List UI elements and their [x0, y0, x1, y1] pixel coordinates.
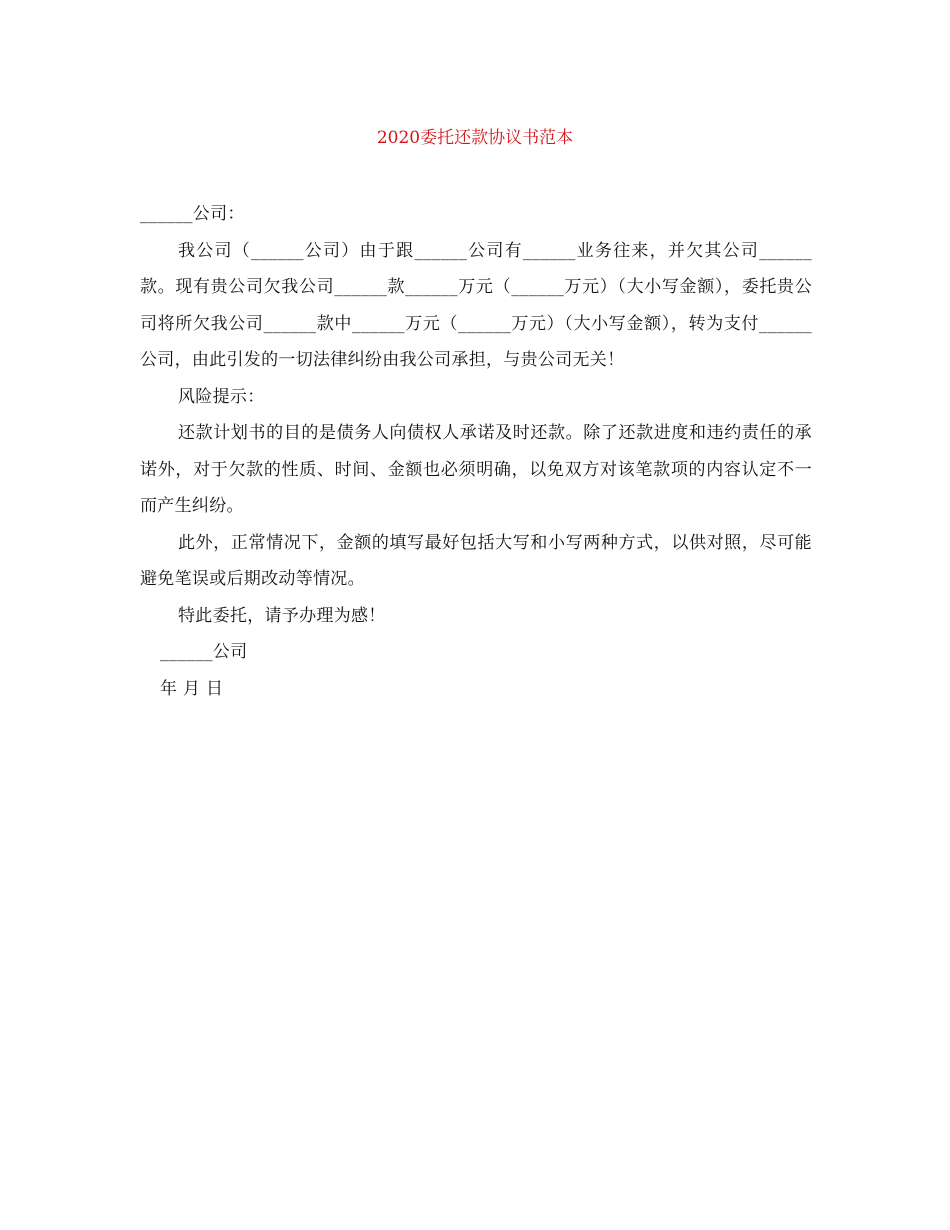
- signature-date: 年 月 日: [160, 678, 224, 699]
- paragraph-risk-heading: 风险提示：: [178, 386, 265, 407]
- paragraph-main: 我公司（______公司）由于跟______公司有______业务往来，并欠其公司______款。现有贵公司欠我公司______款______万元（______万元）（大小写金额），委托贵公司将所欠我公司______款中______万元（______万元）（大小写金额），转为支付______公司，由此引发的一切法律纠纷由我公司承担，与贵公司无关！: [140, 240, 812, 370]
- paragraph-amount-note: 此外，正常情况下，金额的填写最好包括大写和小写两种方式，以供对照，尽可能避免笔误或后期改动等情况。: [140, 532, 812, 589]
- document-title: 2020委托还款协议书范本: [376, 128, 574, 148]
- paragraph-closing: 特此委托，请予办理为感！: [178, 605, 386, 626]
- paragraph-risk-content: 还款计划书的目的是债务人向债权人承诺及时还款。除了还款进度和违约责任的承诺外，对于欠款的性质、时间、金额也必须明确，以免双方对该笔款项的内容认定不一而产生纠纷。: [140, 423, 812, 516]
- signature-company: ______公司: [160, 642, 248, 662]
- document-body: [140, 196, 812, 707]
- addressee-line: ______公司：: [140, 204, 245, 224]
